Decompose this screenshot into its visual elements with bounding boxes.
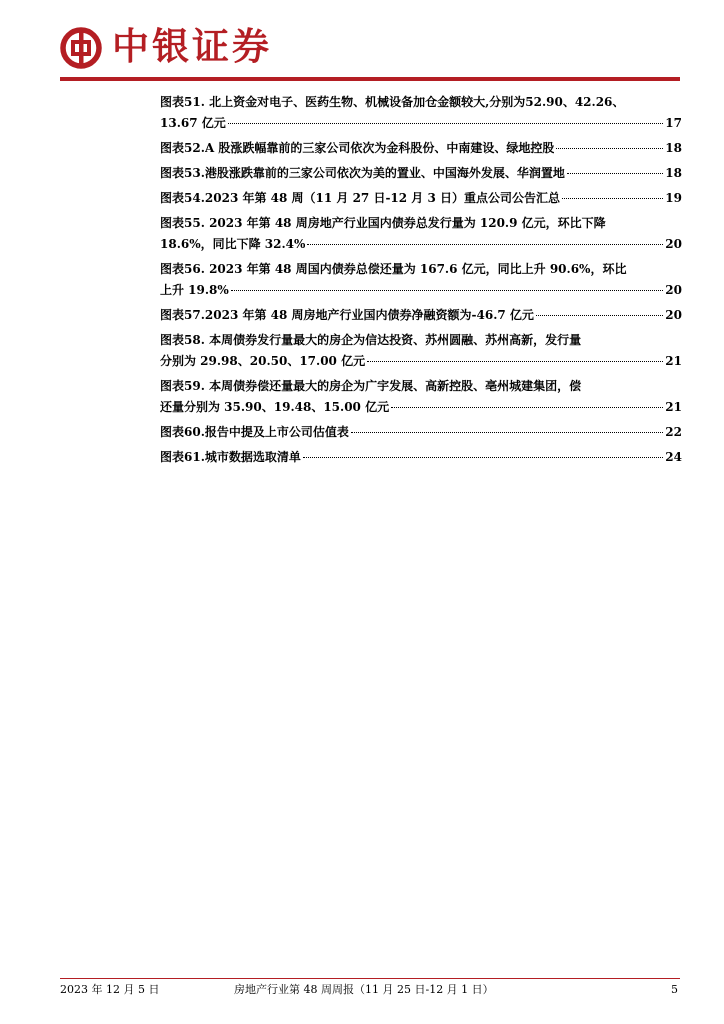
- toc-entry-53[interactable]: [160, 163, 682, 184]
- logo-vertical-bar: [79, 28, 84, 68]
- toc-page-number: 20: [665, 237, 682, 251]
- toc-entry-line: [160, 138, 682, 159]
- toc-entry-text: 2023 年第 48 周国内债券总偿还量为 167.6 亿元，同比上升 90.6%，环比: [209, 262, 627, 276]
- toc-entry-59[interactable]: [160, 376, 682, 418]
- toc-entry-text: 港股涨跌靠前的三家公司依次为美的置业、中国海外发展、华润置地: [204, 166, 565, 180]
- toc-entry-label: 图表58.: [160, 333, 205, 347]
- toc-entry-text-continued: 13.67 亿元: [160, 116, 226, 130]
- toc-entry-58[interactable]: [160, 330, 682, 372]
- toc-page-number: 19: [665, 191, 682, 205]
- toc-page-number: 17: [665, 116, 682, 130]
- toc-entry-line: [160, 305, 682, 326]
- toc-entry-label: 图表55.: [160, 216, 205, 230]
- toc-page-number: 24: [665, 450, 682, 464]
- toc-leader-dots: [562, 198, 663, 199]
- toc-page-number: 20: [665, 308, 682, 322]
- toc-entry-text-continued: 分别为 29.98、20.50、17.00 亿元: [160, 354, 366, 368]
- toc-leader-dots: [367, 361, 663, 362]
- toc-entry-text: 2023 年第 48 周房地产行业国内债券净融资额为-46.7 亿元: [204, 308, 534, 322]
- toc-entry-line: [160, 376, 682, 397]
- toc-entry-text: 北上资金对电子、医药生物、机械设备加仓金额较大,分别为52.90、42.26、: [209, 95, 625, 109]
- toc-entry-label: 图表59.: [160, 379, 205, 393]
- toc-entry-54[interactable]: [160, 188, 682, 209]
- toc-entry-label: 图表56.: [160, 262, 205, 276]
- toc-entry-52[interactable]: [160, 138, 682, 159]
- toc-leader-dots: [567, 173, 663, 174]
- bank-of-china-logo-icon: [60, 27, 102, 69]
- toc-leader-dots: [556, 148, 663, 149]
- toc-page-number: 18: [665, 166, 682, 180]
- toc-entry-61[interactable]: [160, 447, 682, 468]
- toc-page-number: 21: [665, 354, 682, 368]
- toc-leader-dots: [307, 244, 663, 245]
- toc-leader-dots: [228, 123, 664, 124]
- toc-entry-text: 2023 年第 48 周（11 月 27 日-12 月 3 日）重点公司公告汇总: [204, 191, 561, 205]
- toc-entry-line: [160, 447, 682, 468]
- toc-entry-55[interactable]: [160, 213, 682, 255]
- toc-entry-line: [160, 330, 682, 351]
- figure-list: [160, 92, 682, 472]
- toc-leader-dots: [303, 457, 663, 458]
- toc-entry-label: 图表61.: [160, 450, 205, 464]
- toc-entry-line: [160, 188, 682, 209]
- toc-entry-line: [160, 259, 682, 280]
- toc-entry-text: A 股涨跌幅靠前的三家公司依次为金科股份、中南建设、绿地控股: [204, 141, 555, 155]
- page-header: [0, 0, 724, 82]
- toc-leader-dots: [391, 407, 663, 408]
- toc-page-number: 18: [665, 141, 682, 155]
- toc-entry-text: 报告中提及上市公司估值表: [204, 425, 349, 439]
- toc-entry-57[interactable]: [160, 305, 682, 326]
- footer-report-title: 房地产行业第 48 周周报（11 月 25 日-12 月 1 日）: [234, 983, 494, 996]
- toc-leader-dots: [231, 290, 663, 291]
- toc-entry-label: 图表52.: [160, 141, 205, 155]
- toc-entry-text-continued: 还量分别为 35.90、19.48、15.00 亿元: [160, 400, 390, 414]
- toc-page-number: 20: [665, 283, 682, 297]
- toc-entry-line: [160, 422, 682, 443]
- toc-entry-line: [160, 113, 682, 134]
- toc-entry-line: [160, 397, 682, 418]
- toc-entry-label: 图表60.: [160, 425, 205, 439]
- toc-entry-60[interactable]: [160, 422, 682, 443]
- toc-entry-text: 城市数据选取清单: [204, 450, 301, 464]
- header-divider: [60, 77, 680, 81]
- toc-entry-label: 图表53.: [160, 166, 205, 180]
- toc-entry-label: 图表54.: [160, 191, 205, 205]
- footer-date: 2023 年 12 月 5 日: [60, 983, 160, 996]
- footer-page-number: 5: [671, 983, 678, 996]
- toc-entry-line: [160, 92, 682, 113]
- toc-entry-text: 本周债券发行量最大的房企为信达投资、苏州圆融、苏州高新，发行量: [209, 333, 582, 347]
- toc-entry-text: 2023 年第 48 周房地产行业国内债券总发行量为 120.9 亿元，环比下降: [209, 216, 606, 230]
- toc-entry-line: [160, 351, 682, 372]
- toc-entry-label: 图表57.: [160, 308, 205, 322]
- toc-page-number: 21: [665, 400, 682, 414]
- toc-entry-line: [160, 280, 682, 301]
- toc-entry-56[interactable]: [160, 259, 682, 301]
- toc-leader-dots: [351, 432, 663, 433]
- toc-entry-line: [160, 213, 682, 234]
- toc-entry-label: 图表51.: [160, 95, 205, 109]
- footer-divider: [60, 978, 680, 979]
- toc-entry-text: 本周债券偿还量最大的房企为广宇发展、高新控股、亳州城建集团，偿: [209, 379, 582, 393]
- toc-entry-51[interactable]: [160, 92, 682, 134]
- toc-leader-dots: [536, 315, 663, 316]
- brand-name: 中银证券: [112, 25, 272, 68]
- toc-entry-text-continued: 18.6%，同比下降 32.4%: [160, 237, 306, 251]
- toc-entry-line: [160, 234, 682, 255]
- toc-page-number: 22: [665, 425, 682, 439]
- toc-entry-text-continued: 上升 19.8%: [160, 283, 229, 297]
- toc-entry-line: [160, 163, 682, 184]
